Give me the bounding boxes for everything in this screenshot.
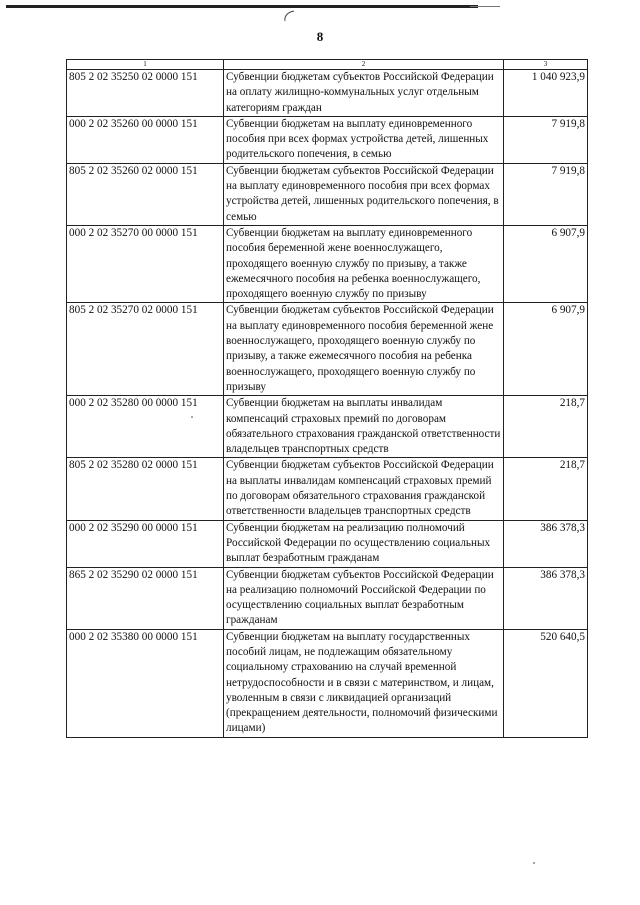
revenue-description: Субвенции бюджетам на выплату государственных пособий лицам, не подлежащим обязательному социальному страхованию на случай временной нетрудоспособности и в связи с материнством, и лицам, уволенным в связи с ликвидацией организаций (прекращением деятельности, полномочий физическими лицами) (224, 629, 504, 737)
revenue-description: Субвенции бюджетам субъектов Российской Федерации на выплату единовременного пособия при всех формах устройства детей, лишенных родительского попечения, в семью (224, 163, 504, 225)
amount: 6 907,9 (504, 225, 588, 302)
budget-code: 805 2 02 35260 02 0000 151 (67, 163, 224, 225)
amount: 6 907,9 (504, 303, 588, 396)
amount: 386 378,3 (504, 567, 588, 629)
budget-code: 000 2 02 35290 00 0000 151 (67, 520, 224, 567)
table-row (67, 396, 588, 458)
amount: 7 919,8 (504, 163, 588, 225)
revenue-description: Субвенции бюджетам на реализацию полномочий Российской Федерации по осуществлению социальных выплат безработным гражданам (224, 520, 504, 567)
budget-code: 000 2 02 35260 00 0000 151 (67, 116, 224, 163)
table-row (67, 629, 588, 737)
top-rule (6, 5, 478, 8)
amount: 218,7 (504, 396, 588, 458)
pen-mark-icon (282, 9, 296, 23)
scan-speck (191, 416, 193, 418)
revenue-description: Субвенции бюджетам на выплату единовременного пособия при всех формах устройства детей, лишенных родительского попечения, в семью (224, 116, 504, 163)
amount: 520 640,5 (504, 629, 588, 737)
column-header-1: 1 (67, 60, 224, 70)
budget-code: 865 2 02 35290 02 0000 151 (67, 567, 224, 629)
budget-code: 000 2 02 35270 00 0000 151 (67, 225, 224, 302)
revenue-description: Субвенции бюджетам на выплату единовременного пособия беременной жене военнослужащего, проходящего военную службу по призыву, а также ежемесячного пособия на ребенка военнослужащего, проходящего военную службу по призыву (224, 225, 504, 302)
budget-code: 805 2 02 35250 02 0000 151 (67, 70, 224, 117)
top-rule-extension (470, 6, 500, 7)
revenue-description: Субвенции бюджетам на выплаты инвалидам компенсаций страховых премий по договорам обязательного страхования гражданской ответственности владельцев транспортных средств (224, 396, 504, 458)
table-row (67, 303, 588, 396)
budget-code: 000 2 02 35280 00 0000 151 (67, 396, 224, 458)
table-row (67, 70, 588, 117)
budget-code: 805 2 02 35280 02 0000 151 (67, 458, 224, 520)
table-row (67, 567, 588, 629)
scan-speck (533, 862, 535, 864)
revenue-description: Субвенции бюджетам субъектов Российской Федерации на оплату жилищно-коммунальных услуг отдельным категориям граждан (224, 70, 504, 117)
revenue-description: Субвенции бюджетам субъектов Российской Федерации на выплаты инвалидам компенсаций страховых премий по договорам обязательного страхования гражданской ответственности владельцев транспортных средств (224, 458, 504, 520)
table-row (67, 116, 588, 163)
column-header-2: 2 (224, 60, 504, 70)
amount: 218,7 (504, 458, 588, 520)
amount: 7 919,8 (504, 116, 588, 163)
budget-code: 000 2 02 35380 00 0000 151 (67, 629, 224, 737)
table-header-row (67, 60, 588, 70)
column-header-3: 3 (504, 60, 588, 70)
revenue-description: Субвенции бюджетам субъектов Российской Федерации на реализацию полномочий Российской Федерации по осуществлению социальных выплат безработным гражданам (224, 567, 504, 629)
budget-code: 805 2 02 35270 02 0000 151 (67, 303, 224, 396)
amount: 1 040 923,9 (504, 70, 588, 117)
budget-table (66, 59, 588, 738)
amount: 386 378,3 (504, 520, 588, 567)
page-number: 8 (316, 29, 324, 44)
table-row (67, 458, 588, 520)
table-row (67, 163, 588, 225)
table-row (67, 225, 588, 302)
revenue-description: Субвенции бюджетам субъектов Российской Федерации на выплату единовременного пособия беременной жене военнослужащего, проходящего военную службу по призыву, а также ежемесячного пособия на ребенка военнослужащего, проходящего военную службу по призыву (224, 303, 504, 396)
table-row (67, 520, 588, 567)
